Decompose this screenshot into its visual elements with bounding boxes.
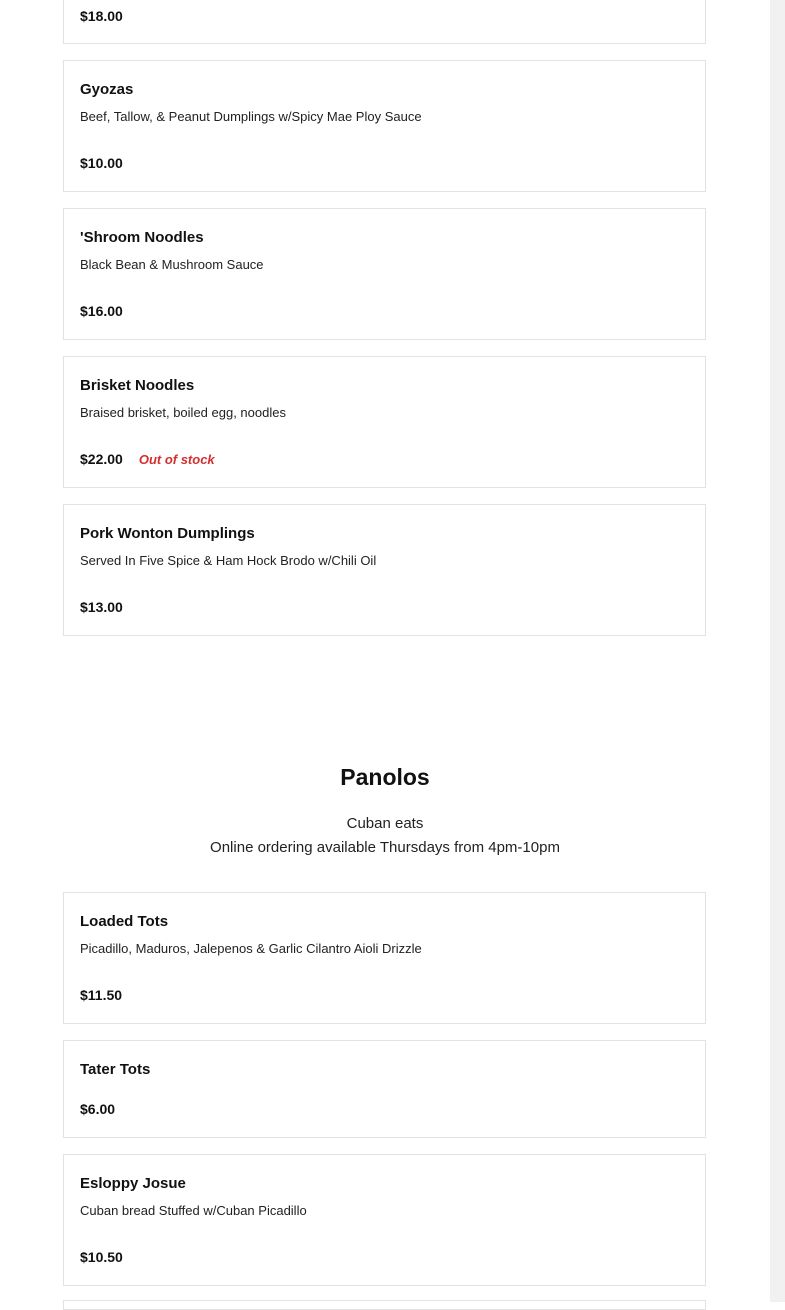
item-name: Brisket Noodles [80,377,195,394]
price-row [80,155,123,171]
item-price: $10.00 [80,155,123,171]
item-price: $10.50 [80,1249,123,1265]
item-price: $6.00 [80,1101,116,1117]
price-row [80,987,122,1003]
section-hours: Online ordering available Thursdays from 4pm-10pm [210,839,560,856]
menu-item-card[interactable] [63,504,706,636]
item-name: Esloppy Josue [80,1175,186,1192]
scrollbar-track[interactable] [770,0,785,1302]
item-description: Served In Five Spice & Ham Hock Brodo w/Chili Oil [80,553,377,568]
menu-item-card[interactable] [63,0,706,44]
item-description: Black Bean & Mushroom Sauce [80,257,264,272]
price-row [80,599,123,615]
price-row [80,1249,123,1265]
item-name: Loaded Tots [80,913,169,930]
item-price: $13.00 [80,599,123,615]
item-name: Pork Wonton Dumplings [80,525,255,542]
item-description: Cuban bread Stuffed w/Cuban Picadillo [80,1203,307,1218]
item-name: 'Shroom Noodles [80,229,204,246]
section-subtitle: Cuban eats [346,815,424,832]
out-of-stock-badge: Out of stock [138,452,215,467]
price-row [80,451,215,467]
item-name: Tater Tots [80,1061,151,1078]
item-description: Beef, Tallow, & Peanut Dumplings w/Spicy Mae Ploy Sauce [80,109,422,124]
price-row [80,8,123,24]
item-price: $22.00 [80,451,123,467]
menu-item-card[interactable] [63,356,706,488]
item-name: Gyozas [80,81,134,98]
item-price: $16.00 [80,303,123,319]
price-row [80,303,123,319]
menu-item-card[interactable] [63,892,706,1024]
item-price: $11.50 [80,987,123,1003]
section-title: Panolos [340,764,430,790]
price-row [80,1101,115,1117]
menu-item-card[interactable] [63,60,706,192]
item-price: $18.00 [80,8,123,24]
menu-item-card[interactable] [63,1154,706,1286]
menu-item-card[interactable] [63,208,706,340]
item-description: Picadillo, Maduros, Jalepenos & Garlic Cilantro Aioli Drizzle [80,941,422,956]
item-description: Braised brisket, boiled egg, noodles [80,405,286,420]
menu-item-card[interactable] [63,1040,706,1138]
